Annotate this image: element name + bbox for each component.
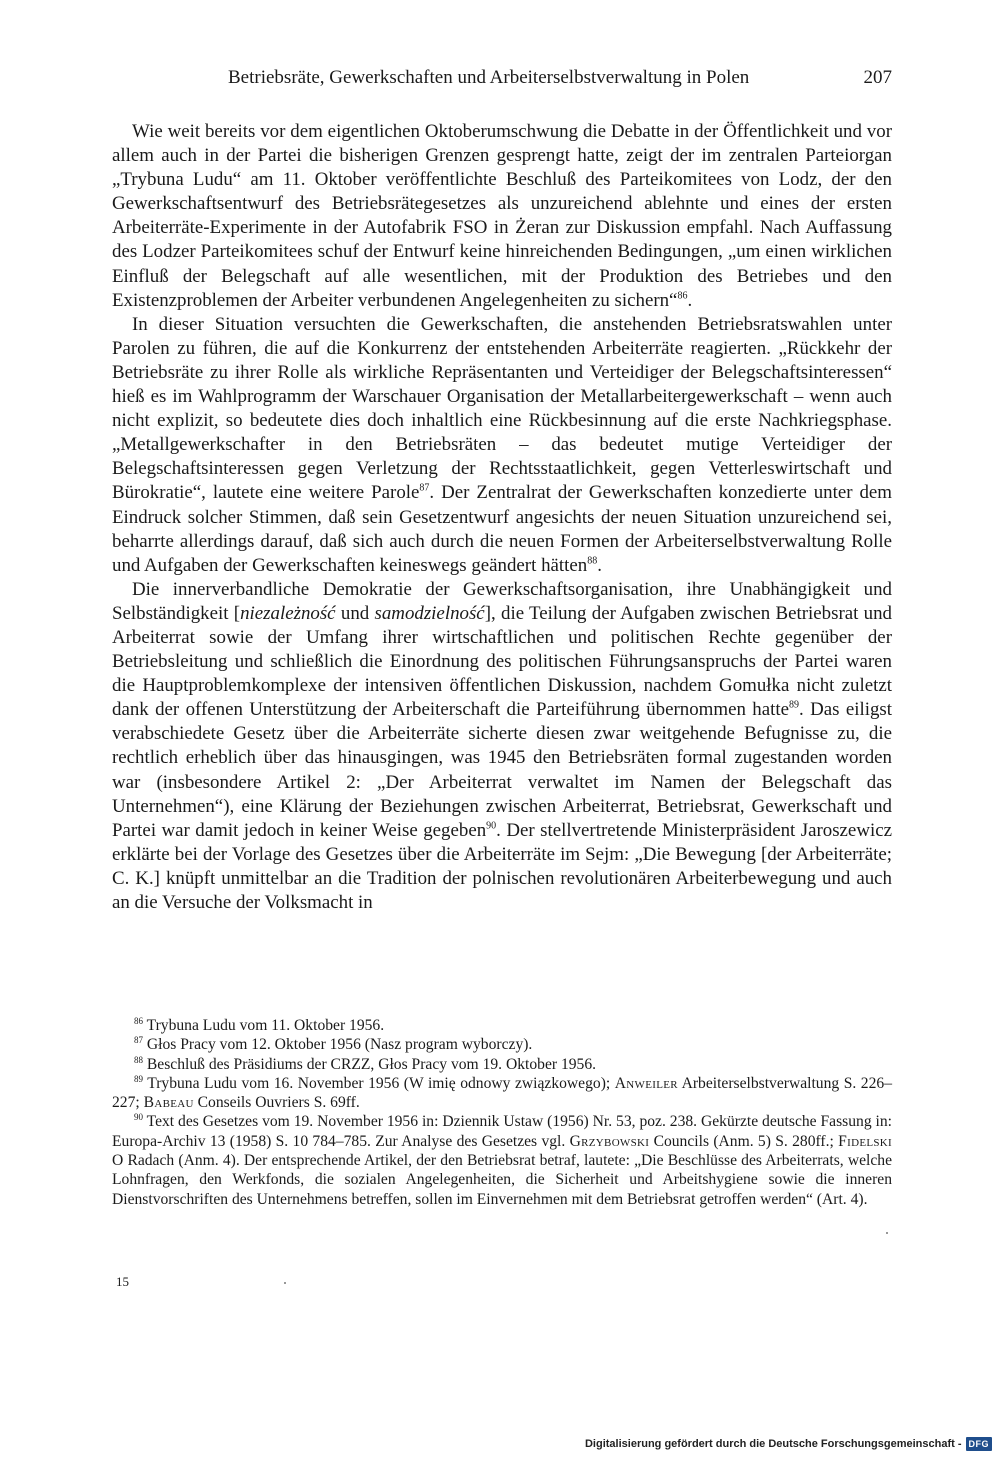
paragraph-3: Die innerverbandliche Demokratie der Gewerkschaftsorganisation, ihre Unabhängigkeit und Selbständigkeit [niezależność und samodzielność], die Teilung der Aufgaben zwischen Betriebsrat und Arbeiterrat sowie der Umfang ihrer wirtschaftlichen und politischen Rechte gegenüber der Betriebsleitung und schließlich die Einordnung des politischen Führungsanspruchs der Partei waren die Hauptproblemkomplexe der intensiven öffentlichen Diskussion, nachdem Gomułka nicht zuletzt dank der offenen Unterstützung der Arbeiterschaft die Parteiführung übernommen hatte$^{89}$. Das eiligst verabschiedete Gesetz über die Arbeiterräte sicherte diesen zwar weitgehende Befugnisse zu, die rechtlich erheblich über das hinausgingen, was 1945 den Betriebsräten formal zugestanden worden war (insbesondere Artikel 2: „Der Arbeiterrat verwaltet im Namen der Belegschaft das Unternehmen“), eine Klärung der Beziehungen zwischen Arbeiterrat, Betriebsrat, Gewerkschaft und Partei war damit jedoch in keiner Weise gegeben$^{90}$. Der stellvertretende Ministerpräsident Jaroszewicz erklärte bei der Vorlage des Gesetzes über die Arbeiterräte im Sejm: „Die Bewegung [der Arbeiterräte; C. K.] knüpft unmittelbar an die Tradition der polnischen revolutionären Arbeiterbewegung und auch an die Versuche der Volksmacht in [112,578,893,913]
footnote-ref-86: 86 [677,290,688,302]
footnote-86: $^{86}$ Trybuna Ludu vom 11. Oktober 1956. [134,1015,385,1034]
signature-mark: 15 [116,1274,129,1289]
author-name: Babeau [143,1094,194,1112]
footnote-88: $^{88}$ Beschluß des Präsidiums der CRZZ, Głos Pracy vom 19. Oktober 1956. [134,1054,597,1073]
main-text [112,120,892,915]
digitization-note: Digitalisierung gefördert durch die Deutsche Forschungsgemeinschaft - [584,1438,962,1450]
scan-speck [284,1282,286,1284]
digitization-footer [585,1437,992,1451]
footnote-89: $^{89}$ Trybuna Ludu vom 16. November 1956 (W imię odnowy związkowego); Anweiler Arbeiterselbstverwaltung S. 226–227; Babeau Conseils Ouvriers S. 69ff. [112,1073,892,1112]
footnote-ref-89: 89 [788,699,799,711]
footnotes [112,1016,892,1209]
polish-term: samodzielność [374,602,485,624]
footnote-ref-90: 90 [486,820,497,832]
author-name: Anweiler [614,1074,678,1092]
footnote-ref-88: 88 [587,555,598,567]
dfg-logo: DFG [966,1437,993,1451]
footnote-90: $^{90}$ Text des Gesetzes vom 19. November 1956 in: Dziennik Ustaw (1956) Nr. 53, poz. 238. Gekürzte deutsche Fassung in: Europa-Archiv 13 (1958) S. 10 784–785. Zur Analyse des Gesetzes vgl. Grzybowski Councils (Anm. 5) S. 280ff.; Fidelski O Radach (Anm. 4). Der entsprechende Artikel, der den Betriebsrat betraf, lautete: „Die Beschlüsse des Arbeiterrats, welche Lohnfragen, den Werkfonds, die sozialen Angelegenheiten, die Sicherheit und Arbeitshygiene sowie die inneren Dienstvorschriften des Unternehmens betreffen, sollen im Einvernehmen mit dem Betriebsrat getroffen werden“ (Art. 4). [112,1112,892,1208]
polish-term: niezależność [240,602,336,624]
running-title: Betriebsräte, Gewerkschaften und Arbeiterselbstverwaltung in Polen [228,67,750,88]
author-name: Fidelski [838,1132,892,1150]
footnote-87: $^{87}$ Głos Pracy vom 12. Oktober 1956 (Nasz program wyborczy). [134,1035,533,1054]
author-name: Grzybowski [569,1132,650,1150]
scan-speck [886,1232,888,1234]
page-number: 207 [863,67,892,88]
footnote-ref-87: 87 [419,483,430,495]
paragraph-2: In dieser Situation versuchten die Gewerkschaften, die anstehenden Betriebsratswahlen unter Parolen zu führen, die auf die Konkurrenz der entstehenden Arbeiterräte reagierten. „Rückkehr der Betriebsräte zu ihrer Rolle als wirkliche Repräsentanten und Verteidiger der Belegschaftsinteressen“ hieß es im Wahlprogramm der Warschauer Organisation der Metallarbeitergewerkschaft – wenn auch nicht explizit, so bedeutete dies doch inhaltlich eine Rückbesinnung auf die erste Nachkriegsphase. „Metallgewerkschafter in den Betriebsräten – das bedeutet mutige Verteidiger der Belegschaftsinteressen gegen Verletzung der Rechtsstaatlichkeit, gegen Vetterleswirtschaft und Bürokratie“, lautete eine weitere Parole$^{87}$. Der Zentralrat der Gewerkschaften konzedierte unter dem Eindruck solcher Stimmen, daß sein Gesetzentwurf angesichts der neuen Situation unzureichend sei, beharrte allerdings darauf, daß sich auch durch die neuen Formen der Arbeiterselbstverwaltung Rolle und Aufgaben der Gewerkschaften keineswegs geändert hätten$^{88}$. [112,313,892,576]
paragraph-1: Wie weit bereits vor dem eigentlichen Oktoberumschwung die Debatte in der Öffentlichkeit und vor allem auch in der Partei die bisherigen Grenzen gesprengt hatte, zeigt der im zentralen Parteiorgan „Trybuna Ludu“ am 11. Oktober veröffentlichte Beschluß des Parteikomitees von Lodz, der den Gewerkschaftsentwurf des Betriebsrätegesetzes als unzureichend ablehnte und eines der ersten Arbeiterräte-Experimente in der Autofabrik FSO in Żeran zur Diskussion empfahl. Nach Auffassung des Lodzer Parteikomitees schuf der Entwurf keine hinreichenden Bedingungen, „um einen wirklichen Einfluß der Belegschaft auf alle wesentlichen, mit der Produktion des Betriebes und den Existenzproblemen der Arbeiter verbundenen Angelegenheiten zu sichern“$^{86}$. [112,121,892,311]
